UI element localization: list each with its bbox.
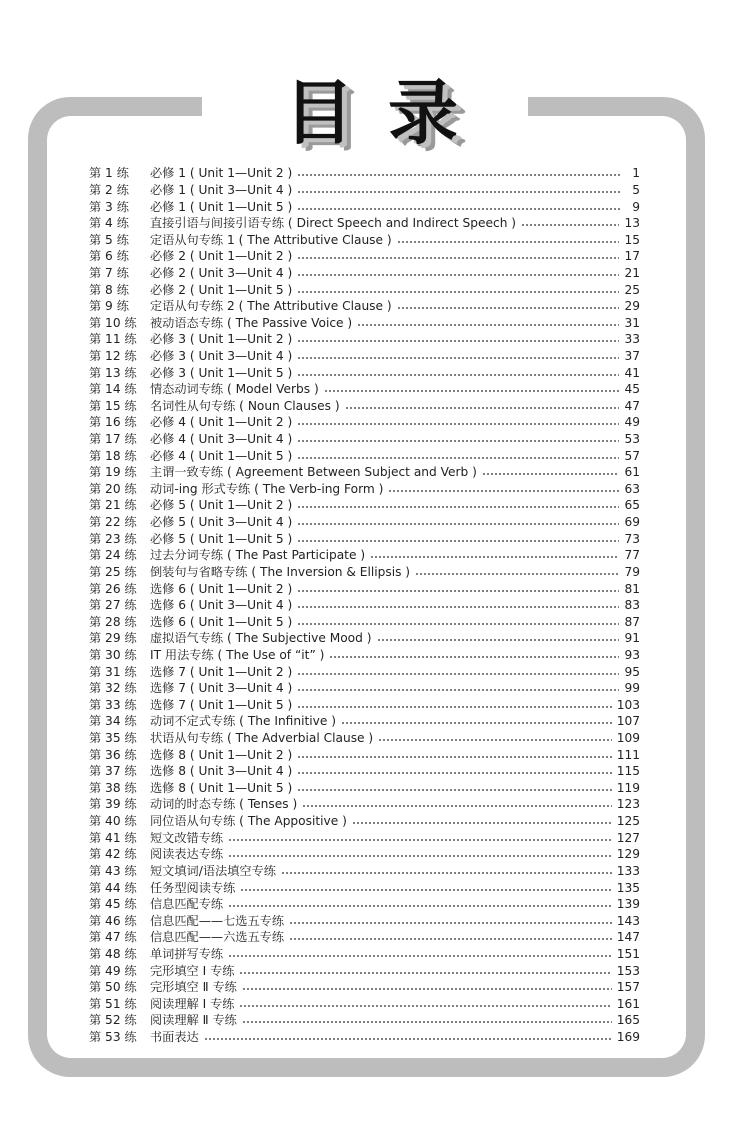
toc-entry-title: 必修 4 ( Unit 1—Unit 5 ) bbox=[150, 448, 293, 463]
dot-leader bbox=[289, 922, 612, 924]
toc-entry-page: 79 bbox=[624, 564, 640, 579]
toc-entry-number: 第 52 练 bbox=[89, 1013, 137, 1028]
toc-entry-number: 第 16 练 bbox=[89, 415, 137, 430]
dot-leader bbox=[297, 772, 612, 774]
toc-entry-page: 169 bbox=[616, 1029, 640, 1044]
toc-entry[interactable] bbox=[89, 248, 640, 265]
toc-entry-page: 115 bbox=[616, 764, 640, 779]
toc-entry-number: 第 17 练 bbox=[89, 432, 137, 447]
toc-entry[interactable] bbox=[89, 813, 640, 830]
toc-entry-number: 第 45 练 bbox=[89, 897, 137, 912]
dot-leader bbox=[297, 340, 619, 342]
toc-entry[interactable] bbox=[89, 398, 640, 415]
toc-entry-number: 第 49 练 bbox=[89, 963, 137, 978]
dot-leader bbox=[297, 706, 612, 708]
toc-entry-page: 47 bbox=[624, 398, 640, 413]
toc-entry[interactable] bbox=[89, 530, 640, 547]
toc-entry-number: 第 23 练 bbox=[89, 531, 137, 546]
dot-leader bbox=[281, 872, 612, 874]
toc-entry[interactable] bbox=[89, 663, 640, 680]
toc-entry-page: 1 bbox=[632, 166, 640, 181]
dot-leader bbox=[388, 490, 619, 492]
toc-entry-page: 41 bbox=[624, 365, 640, 380]
toc-entry-page: 65 bbox=[624, 498, 640, 513]
toc-entry-title: 必修 2 ( Unit 1—Unit 2 ) bbox=[150, 249, 293, 264]
toc-entry[interactable] bbox=[89, 730, 640, 747]
dot-leader bbox=[415, 573, 619, 575]
toc-entry-title: 必修 4 ( Unit 3—Unit 4 ) bbox=[150, 432, 293, 447]
toc-entry-number: 第 19 练 bbox=[89, 465, 137, 480]
toc-entry-number: 第 31 练 bbox=[89, 664, 137, 679]
toc-entry-title: 短文填词/语法填空专练 bbox=[150, 863, 276, 878]
toc-entry-title: 必修 1 ( Unit 1—Unit 2 ) bbox=[150, 166, 293, 181]
toc-entry[interactable] bbox=[89, 979, 640, 996]
toc-entry-number: 第 30 练 bbox=[89, 647, 137, 662]
dot-leader bbox=[521, 224, 619, 226]
toc-entry-number: 第 53 练 bbox=[89, 1029, 137, 1044]
toc-entry-page: 135 bbox=[616, 880, 640, 895]
toc-entry[interactable] bbox=[89, 846, 640, 863]
toc-entry-number: 第 37 练 bbox=[89, 764, 137, 779]
toc-entry-page: 81 bbox=[624, 581, 640, 596]
toc-entry-number: 第 18 练 bbox=[89, 448, 137, 463]
toc-entry-title: 虚拟语气专练 ( The Subjective Mood ) bbox=[150, 631, 372, 646]
toc-entry-page: 49 bbox=[624, 415, 640, 430]
toc-entry[interactable] bbox=[89, 746, 640, 763]
dot-leader bbox=[352, 822, 612, 824]
toc-entry-page: 33 bbox=[624, 332, 640, 347]
toc-entry[interactable] bbox=[89, 165, 640, 182]
dot-leader bbox=[378, 739, 612, 741]
toc-entry-title: 定语从句专练 2 ( The Attributive Clause ) bbox=[150, 299, 392, 314]
dot-leader bbox=[297, 689, 619, 691]
dot-leader bbox=[242, 988, 612, 990]
toc-entry-page: 63 bbox=[624, 481, 640, 496]
toc-entry[interactable] bbox=[89, 182, 640, 199]
toc-entry-number: 第 12 练 bbox=[89, 349, 137, 363]
toc-entry-title: 选修 6 ( Unit 1—Unit 2 ) bbox=[150, 581, 293, 596]
toc-entry[interactable] bbox=[89, 912, 640, 929]
toc-entry-title: IT 用法专练 ( The Use of “it” ) bbox=[150, 647, 325, 662]
toc-entry-title: 选修 6 ( Unit 3—Unit 4 ) bbox=[150, 598, 293, 613]
toc-entry[interactable] bbox=[89, 447, 640, 464]
toc-entry[interactable] bbox=[89, 780, 640, 797]
toc-entry-number: 第 44 练 bbox=[89, 880, 137, 895]
toc-entry-number: 第 22 练 bbox=[89, 515, 137, 530]
toc-entry-page: 139 bbox=[616, 897, 640, 912]
dot-leader bbox=[357, 324, 619, 326]
toc-entry[interactable] bbox=[89, 1012, 640, 1029]
toc-entry-page: 5 bbox=[632, 182, 640, 197]
toc-entry-number: 第 32 练 bbox=[89, 681, 137, 696]
title-char: 录 bbox=[388, 71, 476, 154]
toc-entry-number: 第 14 练 bbox=[89, 382, 137, 397]
toc-entry-title: 状语从句专练 ( The Adverbial Clause ) bbox=[150, 731, 374, 746]
toc-entry-page: 21 bbox=[624, 265, 640, 280]
toc-entry[interactable] bbox=[89, 281, 640, 298]
toc-entry-number: 第 35 练 bbox=[89, 731, 137, 746]
dot-leader bbox=[297, 174, 621, 176]
toc-entry[interactable] bbox=[89, 198, 640, 215]
toc-entry-number: 第 34 练 bbox=[89, 714, 137, 729]
toc-entry-page: 161 bbox=[616, 996, 640, 1011]
toc-entry-number: 第 15 练 bbox=[89, 398, 137, 413]
toc-entry-title: 动词-ing 形式专练 ( The Verb-ing Form ) bbox=[150, 481, 384, 496]
toc-entry-title: 选修 7 ( Unit 1—Unit 5 ) bbox=[150, 697, 293, 712]
toc-entry-title: 必修 5 ( Unit 1—Unit 5 ) bbox=[150, 531, 293, 546]
toc-entry-number: 第 26 练 bbox=[89, 581, 137, 596]
toc-entry-page: 153 bbox=[616, 963, 640, 978]
toc-entry-title: 短文改错专练 bbox=[150, 830, 224, 845]
toc-entry-number: 第 33 练 bbox=[89, 697, 137, 712]
toc-entry-page: 143 bbox=[616, 913, 640, 928]
toc-entry-page: 77 bbox=[624, 548, 640, 563]
toc-entry[interactable] bbox=[89, 580, 640, 597]
dot-leader bbox=[242, 1021, 612, 1023]
dot-leader bbox=[297, 590, 619, 592]
toc-entry-number: 第 6 练 bbox=[89, 249, 129, 264]
dot-leader bbox=[297, 440, 619, 442]
dot-leader bbox=[239, 1005, 611, 1007]
dot-leader bbox=[302, 805, 611, 807]
toc-entry-number: 第 2 练 bbox=[89, 182, 129, 197]
toc-entry-page: 69 bbox=[624, 515, 640, 530]
toc-entry-title: 信息匹配——六选五专练 bbox=[150, 930, 285, 945]
toc-entry[interactable] bbox=[89, 829, 640, 846]
toc-entry-title: 同位语从句专练 ( The Appositive ) bbox=[150, 814, 347, 829]
dot-leader bbox=[240, 889, 611, 891]
dot-leader bbox=[297, 274, 619, 276]
toc-entry-number: 第 28 练 bbox=[89, 614, 137, 629]
toc-entry-page: 57 bbox=[624, 448, 640, 463]
toc-entry-page: 109 bbox=[616, 731, 640, 746]
toc-entry-title: 任务型阅读专练 bbox=[150, 880, 236, 895]
toc-entry-number: 第 47 练 bbox=[89, 930, 137, 945]
toc-entry-page: 165 bbox=[616, 1013, 640, 1028]
dot-leader bbox=[297, 423, 619, 425]
dot-leader bbox=[297, 457, 619, 459]
title-char: 目 bbox=[284, 71, 372, 154]
toc-entry-number: 第 9 练 bbox=[89, 299, 129, 314]
toc-entry-page: 15 bbox=[624, 232, 640, 247]
toc-entry-title: 动词不定式专练 ( The Infinitive ) bbox=[150, 714, 336, 729]
dot-leader bbox=[370, 556, 619, 558]
dot-leader bbox=[228, 955, 612, 957]
toc-entry-number: 第 13 练 bbox=[89, 365, 137, 380]
toc-entry-number: 第 4 练 bbox=[89, 216, 129, 231]
toc-entry-title: 选修 7 ( Unit 3—Unit 4 ) bbox=[150, 681, 293, 696]
toc-entry-title: 选修 8 ( Unit 1—Unit 2 ) bbox=[150, 747, 293, 762]
toc-entry-number: 第 5 练 bbox=[89, 232, 129, 247]
toc-entry-title: 完形填空 Ⅰ 专练 bbox=[150, 963, 235, 978]
toc-entry[interactable] bbox=[89, 564, 640, 581]
toc-entry[interactable] bbox=[89, 630, 640, 647]
toc-entry[interactable] bbox=[89, 431, 640, 448]
toc-entry-title: 主谓一致专练 ( Agreement Between Subject and Verb ) bbox=[150, 465, 477, 480]
toc-entry-page: 129 bbox=[616, 847, 640, 862]
toc-entry-title: 过去分词专练 ( The Past Participate ) bbox=[150, 548, 366, 563]
toc-entry-title: 阅读表达专练 bbox=[150, 847, 224, 862]
dot-leader bbox=[239, 972, 611, 974]
toc-entry-number: 第 38 练 bbox=[89, 780, 137, 795]
toc-entry-title: 必修 2 ( Unit 1—Unit 5 ) bbox=[150, 282, 293, 297]
toc-entry[interactable] bbox=[89, 763, 640, 780]
dot-leader bbox=[482, 473, 620, 475]
toc-entry-number: 第 42 练 bbox=[89, 847, 137, 862]
toc-entry-number: 第 8 练 bbox=[89, 282, 129, 297]
toc-entry-title: 必修 4 ( Unit 1—Unit 2 ) bbox=[150, 415, 293, 430]
toc-entry[interactable] bbox=[89, 879, 640, 896]
toc-entry[interactable] bbox=[89, 215, 640, 232]
toc-entry[interactable] bbox=[89, 713, 640, 730]
toc-entry-title: 动词的时态专练 ( Tenses ) bbox=[150, 797, 298, 812]
toc-entry-page: 157 bbox=[616, 980, 640, 995]
dot-leader bbox=[397, 307, 620, 309]
toc-entry-page: 13 bbox=[624, 216, 640, 231]
toc-entry-title: 直接引语与间接引语专练 ( Direct Speech and Indirect Speech ) bbox=[150, 216, 517, 231]
dot-leader bbox=[297, 540, 619, 542]
toc-entry-number: 第 41 练 bbox=[89, 830, 137, 845]
toc-entry-page: 111 bbox=[616, 747, 640, 762]
dot-leader bbox=[297, 191, 621, 193]
toc-entry-title: 单词拼写专练 bbox=[150, 946, 224, 961]
toc-entry-number: 第 51 练 bbox=[89, 996, 137, 1011]
toc-entry-number: 第 21 练 bbox=[89, 498, 137, 513]
dot-leader bbox=[341, 722, 612, 724]
dot-leader bbox=[228, 855, 612, 857]
toc-entry-title: 阅读理解 Ⅰ 专练 bbox=[150, 996, 235, 1011]
toc-entry[interactable] bbox=[89, 1029, 640, 1046]
dot-leader bbox=[297, 374, 619, 376]
dot-leader bbox=[297, 673, 619, 675]
toc-entry[interactable] bbox=[89, 929, 640, 946]
toc-entry[interactable] bbox=[89, 364, 640, 381]
dot-leader bbox=[377, 639, 620, 641]
toc-entry-page: 17 bbox=[624, 249, 640, 264]
dot-leader bbox=[297, 357, 619, 359]
toc-entry-number: 第 3 练 bbox=[89, 199, 129, 214]
toc-entry-page: 37 bbox=[624, 349, 640, 363]
toc-entry-number: 第 20 练 bbox=[89, 481, 137, 496]
toc-entry[interactable] bbox=[89, 680, 640, 697]
toc-entry-title: 被动语态专练 ( The Passive Voice ) bbox=[150, 315, 353, 330]
toc-entry-number: 第 46 练 bbox=[89, 913, 137, 928]
dot-leader bbox=[297, 208, 621, 210]
toc-entry[interactable] bbox=[89, 464, 640, 481]
toc-entry-number: 第 7 练 bbox=[89, 265, 129, 280]
toc-entry[interactable] bbox=[89, 946, 640, 963]
toc-entry-page: 25 bbox=[624, 282, 640, 297]
toc-entry-number: 第 36 练 bbox=[89, 747, 137, 762]
dot-leader bbox=[297, 756, 612, 758]
toc-entry-number: 第 50 练 bbox=[89, 980, 137, 995]
toc-entry-title: 书面表达 bbox=[150, 1029, 199, 1044]
toc-entry[interactable] bbox=[89, 613, 640, 630]
toc-entry-title: 必修 5 ( Unit 1—Unit 2 ) bbox=[150, 498, 293, 513]
dot-leader bbox=[297, 789, 612, 791]
toc-entry-title: 必修 1 ( Unit 1—Unit 5 ) bbox=[150, 199, 293, 214]
toc-entry-number: 第 40 练 bbox=[89, 814, 137, 829]
toc-entry-page: 45 bbox=[624, 382, 640, 397]
toc-entry-number: 第 48 练 bbox=[89, 946, 137, 961]
toc-entry-page: 107 bbox=[616, 714, 640, 729]
toc-entry[interactable] bbox=[89, 481, 640, 498]
toc-entry-page: 133 bbox=[616, 863, 640, 878]
toc-entry-number: 第 1 练 bbox=[89, 166, 129, 181]
toc-entry[interactable] bbox=[89, 381, 640, 398]
toc-entry-page: 151 bbox=[616, 946, 640, 961]
toc-entry-number: 第 24 练 bbox=[89, 548, 137, 563]
toc-entry[interactable] bbox=[89, 331, 640, 348]
toc-entry-title: 选修 6 ( Unit 1—Unit 5 ) bbox=[150, 614, 293, 629]
dot-leader bbox=[297, 523, 619, 525]
toc-entry[interactable] bbox=[89, 298, 640, 315]
toc-entry-page: 73 bbox=[624, 531, 640, 546]
toc-entry-page: 91 bbox=[624, 631, 640, 646]
toc-entry-page: 87 bbox=[624, 614, 640, 629]
dot-leader bbox=[297, 257, 619, 259]
page-title bbox=[284, 62, 492, 152]
toc-entry-title: 选修 8 ( Unit 1—Unit 5 ) bbox=[150, 780, 293, 795]
toc-entry-number: 第 11 练 bbox=[89, 332, 137, 347]
toc-entry-number: 第 43 练 bbox=[89, 863, 137, 878]
toc-entry-title: 倒装句与省略专练 ( The Inversion & Ellipsis ) bbox=[150, 564, 411, 579]
toc-entry-number: 第 29 练 bbox=[89, 631, 137, 646]
toc-entry-page: 93 bbox=[624, 647, 640, 662]
toc-entry[interactable] bbox=[89, 514, 640, 531]
toc-entry-title: 必修 1 ( Unit 3—Unit 4 ) bbox=[150, 182, 293, 197]
toc-entry-page: 29 bbox=[624, 299, 640, 314]
dot-leader bbox=[297, 606, 619, 608]
toc-entry[interactable] bbox=[89, 314, 640, 331]
toc-entry-page: 95 bbox=[624, 664, 640, 679]
toc-entry[interactable] bbox=[89, 796, 640, 813]
dot-leader bbox=[297, 291, 619, 293]
toc-entry[interactable] bbox=[89, 414, 640, 431]
toc-entry[interactable] bbox=[89, 995, 640, 1012]
toc-entry[interactable] bbox=[89, 647, 640, 664]
dot-leader bbox=[329, 656, 619, 658]
toc-entry-page: 127 bbox=[616, 830, 640, 845]
toc-entry-page: 125 bbox=[616, 814, 640, 829]
toc-entry-title: 定语从句专练 1 ( The Attributive Clause ) bbox=[150, 232, 392, 247]
toc-entry-page: 53 bbox=[624, 432, 640, 447]
dot-leader bbox=[204, 1038, 612, 1040]
toc-entry-number: 第 39 练 bbox=[89, 797, 137, 812]
toc-entry-page: 119 bbox=[616, 780, 640, 795]
toc-entry[interactable] bbox=[89, 597, 640, 614]
toc-entry-page: 61 bbox=[624, 465, 640, 480]
toc-entry-title: 必修 3 ( Unit 1—Unit 2 ) bbox=[150, 332, 293, 347]
toc-entry[interactable] bbox=[89, 697, 640, 714]
dot-leader bbox=[228, 905, 612, 907]
toc-entry[interactable] bbox=[89, 863, 640, 880]
dot-leader bbox=[297, 506, 619, 508]
toc-entry-title: 信息匹配专练 bbox=[150, 897, 224, 912]
toc-entry[interactable] bbox=[89, 348, 640, 365]
toc-entry[interactable] bbox=[89, 231, 640, 248]
toc-entry-title: 必修 3 ( Unit 1—Unit 5 ) bbox=[150, 365, 293, 380]
dot-leader bbox=[345, 407, 620, 409]
dot-leader bbox=[297, 623, 619, 625]
toc-entry-page: 123 bbox=[616, 797, 640, 812]
toc-entry-page: 147 bbox=[616, 930, 640, 945]
toc-entry-page: 9 bbox=[632, 199, 640, 214]
toc-entry[interactable] bbox=[89, 265, 640, 282]
toc-entry-title: 名词性从句专练 ( Noun Clauses ) bbox=[150, 398, 340, 413]
toc-entry-title: 必修 5 ( Unit 3—Unit 4 ) bbox=[150, 515, 293, 530]
dot-leader bbox=[324, 390, 620, 392]
toc-entry-title: 阅读理解 Ⅱ 专练 bbox=[150, 1013, 237, 1028]
dot-leader bbox=[289, 938, 612, 940]
toc-entry-number: 第 27 练 bbox=[89, 598, 137, 613]
toc-entry[interactable] bbox=[89, 962, 640, 979]
dot-leader bbox=[397, 241, 620, 243]
toc-entry-title: 必修 2 ( Unit 3—Unit 4 ) bbox=[150, 265, 293, 280]
toc-entry-number: 第 25 练 bbox=[89, 564, 137, 579]
toc-entry-title: 完形填空 Ⅱ 专练 bbox=[150, 980, 237, 995]
dot-leader bbox=[228, 839, 612, 841]
toc-entry-title: 情态动词专练 ( Model Verbs ) bbox=[150, 382, 319, 397]
toc-entry[interactable] bbox=[89, 896, 640, 913]
toc-entry-title: 信息匹配——七选五专练 bbox=[150, 913, 285, 928]
toc-entry-page: 103 bbox=[616, 697, 640, 712]
toc-entry[interactable] bbox=[89, 547, 640, 564]
toc-entry-page: 31 bbox=[624, 315, 640, 330]
toc-entry-title: 选修 7 ( Unit 1—Unit 2 ) bbox=[150, 664, 293, 679]
table-of-contents bbox=[89, 165, 640, 1045]
toc-entry-page: 83 bbox=[624, 598, 640, 613]
toc-entry[interactable] bbox=[89, 497, 640, 514]
toc-entry-title: 必修 3 ( Unit 3—Unit 4 ) bbox=[150, 349, 293, 363]
toc-entry-page: 99 bbox=[624, 681, 640, 696]
toc-entry-number: 第 10 练 bbox=[89, 315, 137, 330]
toc-entry-title: 选修 8 ( Unit 3—Unit 4 ) bbox=[150, 764, 293, 779]
